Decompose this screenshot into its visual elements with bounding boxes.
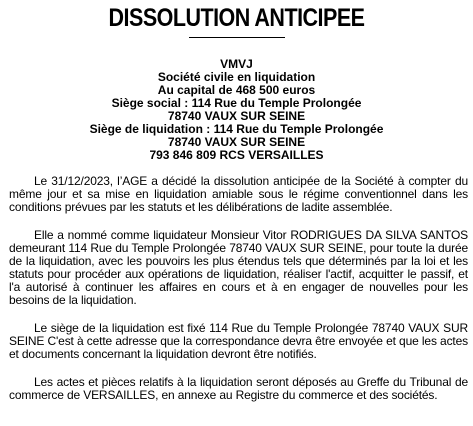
registered-office: Siège social : 114 Rue du Temple Prolongée <box>111 96 362 110</box>
registered-office-city: 78740 VAUX SUR SEINE <box>167 109 306 123</box>
company-name: VMVJ <box>220 57 253 71</box>
paragraph-dissolution: Le 31/12/2023, l’AGE a décidé la dissolution anticipée de la Société à compter du même jour et sa mise en liquidation amiable sous le régime conventionnel dans les conditions prévues par les statuts et les délibérations de ladite assemblée. <box>9 174 468 214</box>
liquidation-office: Siège de liquidation : 114 Rue du Temple Prolongée <box>89 122 384 136</box>
notice-title: DISSOLUTION ANTICIPEE <box>108 4 365 32</box>
paragraph-liquidator: Elle a nommé comme liquidateur Monsieur Vitor RODRIGUES DA SILVA SANTOS demeurant 114 Rue du Temple Prolongée 78740 VAUX SUR SEINE, pour toute la durée de la liquidation, avec les pouvoirs les plus étendus tels que déterminés par la loi et les statuts pour procéder aux opérations de liquidation, réaliser l'actif, acquitter le passif, et l'a autorisé à continuer les affaires en cours et à en engager de nouvelles pour les besoins de la liquidation. <box>9 228 468 307</box>
company-form: Société civile en liquidation <box>157 70 316 84</box>
liquidation-office-city: 78740 VAUX SUR SEINE <box>167 135 306 149</box>
paragraph-filing: Les actes et pièces relatifs à la liquidation seront déposés au Greffe du Tribunal de commerce de VERSAILLES, en annexe au Registre du commerce et des sociétés. <box>9 375 468 402</box>
title-underline <box>189 37 285 38</box>
notice-body <box>9 175 468 417</box>
paragraph-liquidation-seat: Le siège de la liquidation est fixé 114 Rue du Temple Prolongée 78740 VAUX SUR SEINE C'est à cette adresse que la correspondance devra être envoyée et que les actes et documents concernant la liquidation devront être notifiés. <box>9 321 468 361</box>
rcs-number: 793 846 809 RCS VERSAILLES <box>149 148 324 162</box>
company-capital: Au capital de 468 500 euros <box>157 83 316 97</box>
company-header <box>0 58 473 162</box>
